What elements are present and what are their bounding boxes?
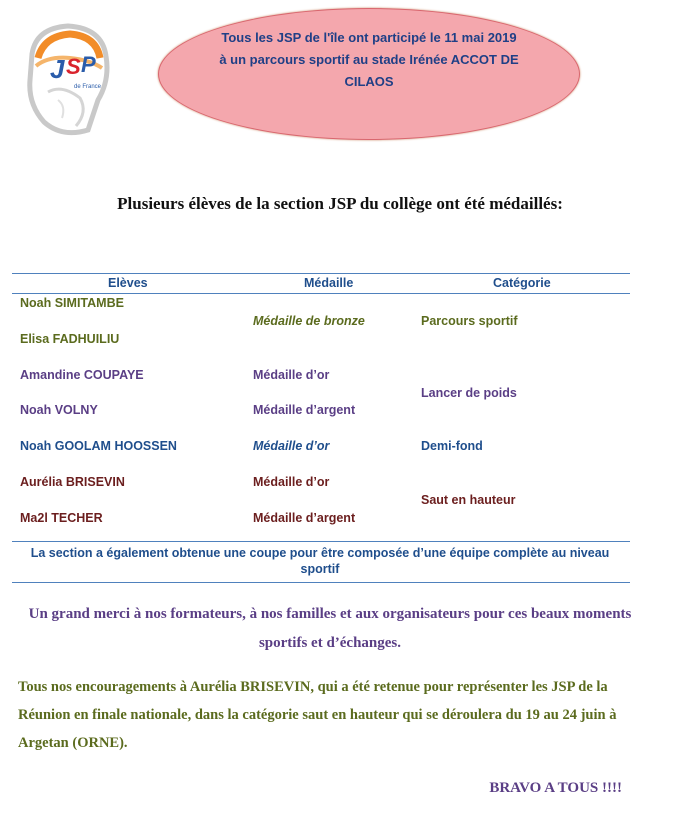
header-students: Elèves	[108, 276, 148, 290]
page-heading: Plusieurs élèves de la section JSP du collège ont été médaillés:	[117, 194, 563, 213]
student-name: Noah VOLNY	[20, 403, 98, 417]
student-name: Elisa FADHUILIU	[20, 332, 120, 346]
category-label: Demi-fond	[421, 439, 483, 453]
logo-tagline: de France	[74, 84, 102, 90]
callout-text: Tous les JSP de l'île ont participé le 11 mai 2019 à un parcours sportif au stade Irénée ACCOT DE CILAOS	[219, 30, 519, 89]
student-name: Noah GOOLAM HOOSSEN	[20, 439, 177, 453]
svg-text:J: J	[50, 54, 65, 84]
jsp-logo	[18, 14, 118, 142]
medal-label: Médaille d’argent	[253, 511, 356, 525]
category-label: Lancer de poids	[421, 386, 517, 400]
category-label: Saut en hauteur	[421, 493, 516, 507]
medal-label: Médaille d’or	[253, 439, 330, 453]
table-bottom-border	[12, 582, 630, 583]
medal-label: Médaille de bronze	[253, 314, 365, 328]
student-name: Aurélia BRISEVIN	[20, 475, 125, 489]
medal-label: Médaille d’or	[253, 368, 330, 382]
header-medal: Médaille	[304, 276, 354, 290]
category-label: Parcours sportif	[421, 314, 518, 328]
table-footer-note: La section a également obtenue une coupe pour être composée d’une équipe complète au niveau sportif	[30, 546, 610, 576]
table-footer-border	[12, 541, 630, 542]
header-category: Catégorie	[493, 276, 551, 290]
table-header-border	[12, 293, 630, 294]
table-top-border	[12, 273, 630, 274]
closing-text: BRAVO A TOUS !!!!	[489, 780, 622, 796]
thanks-paragraph: Un grand merci à nos formateurs, à nos familles et aux organisateurs pour ces beaux moments sportifs et d’échanges.	[28, 606, 632, 651]
medal-label: Médaille d’or	[253, 475, 330, 489]
svg-text:S: S	[66, 54, 81, 79]
student-name: Amandine COUPAYE	[20, 368, 144, 382]
medal-label: Médaille d’argent	[253, 403, 356, 417]
encouragement-paragraph: Tous nos encouragements à Aurélia BRISEVIN, qui a été retenue pour représenter les JSP de la Réunion en finale nationale, dans la catégorie saut en hauteur qui se déroulera du 19 au 24 juin à Argetan (ORNE).	[18, 679, 617, 751]
student-name: Noah SIMITAMBE	[20, 296, 124, 310]
svg-text:P: P	[81, 52, 96, 77]
student-name: Ma2l TECHER	[20, 511, 103, 525]
announcement-callout	[158, 8, 580, 140]
